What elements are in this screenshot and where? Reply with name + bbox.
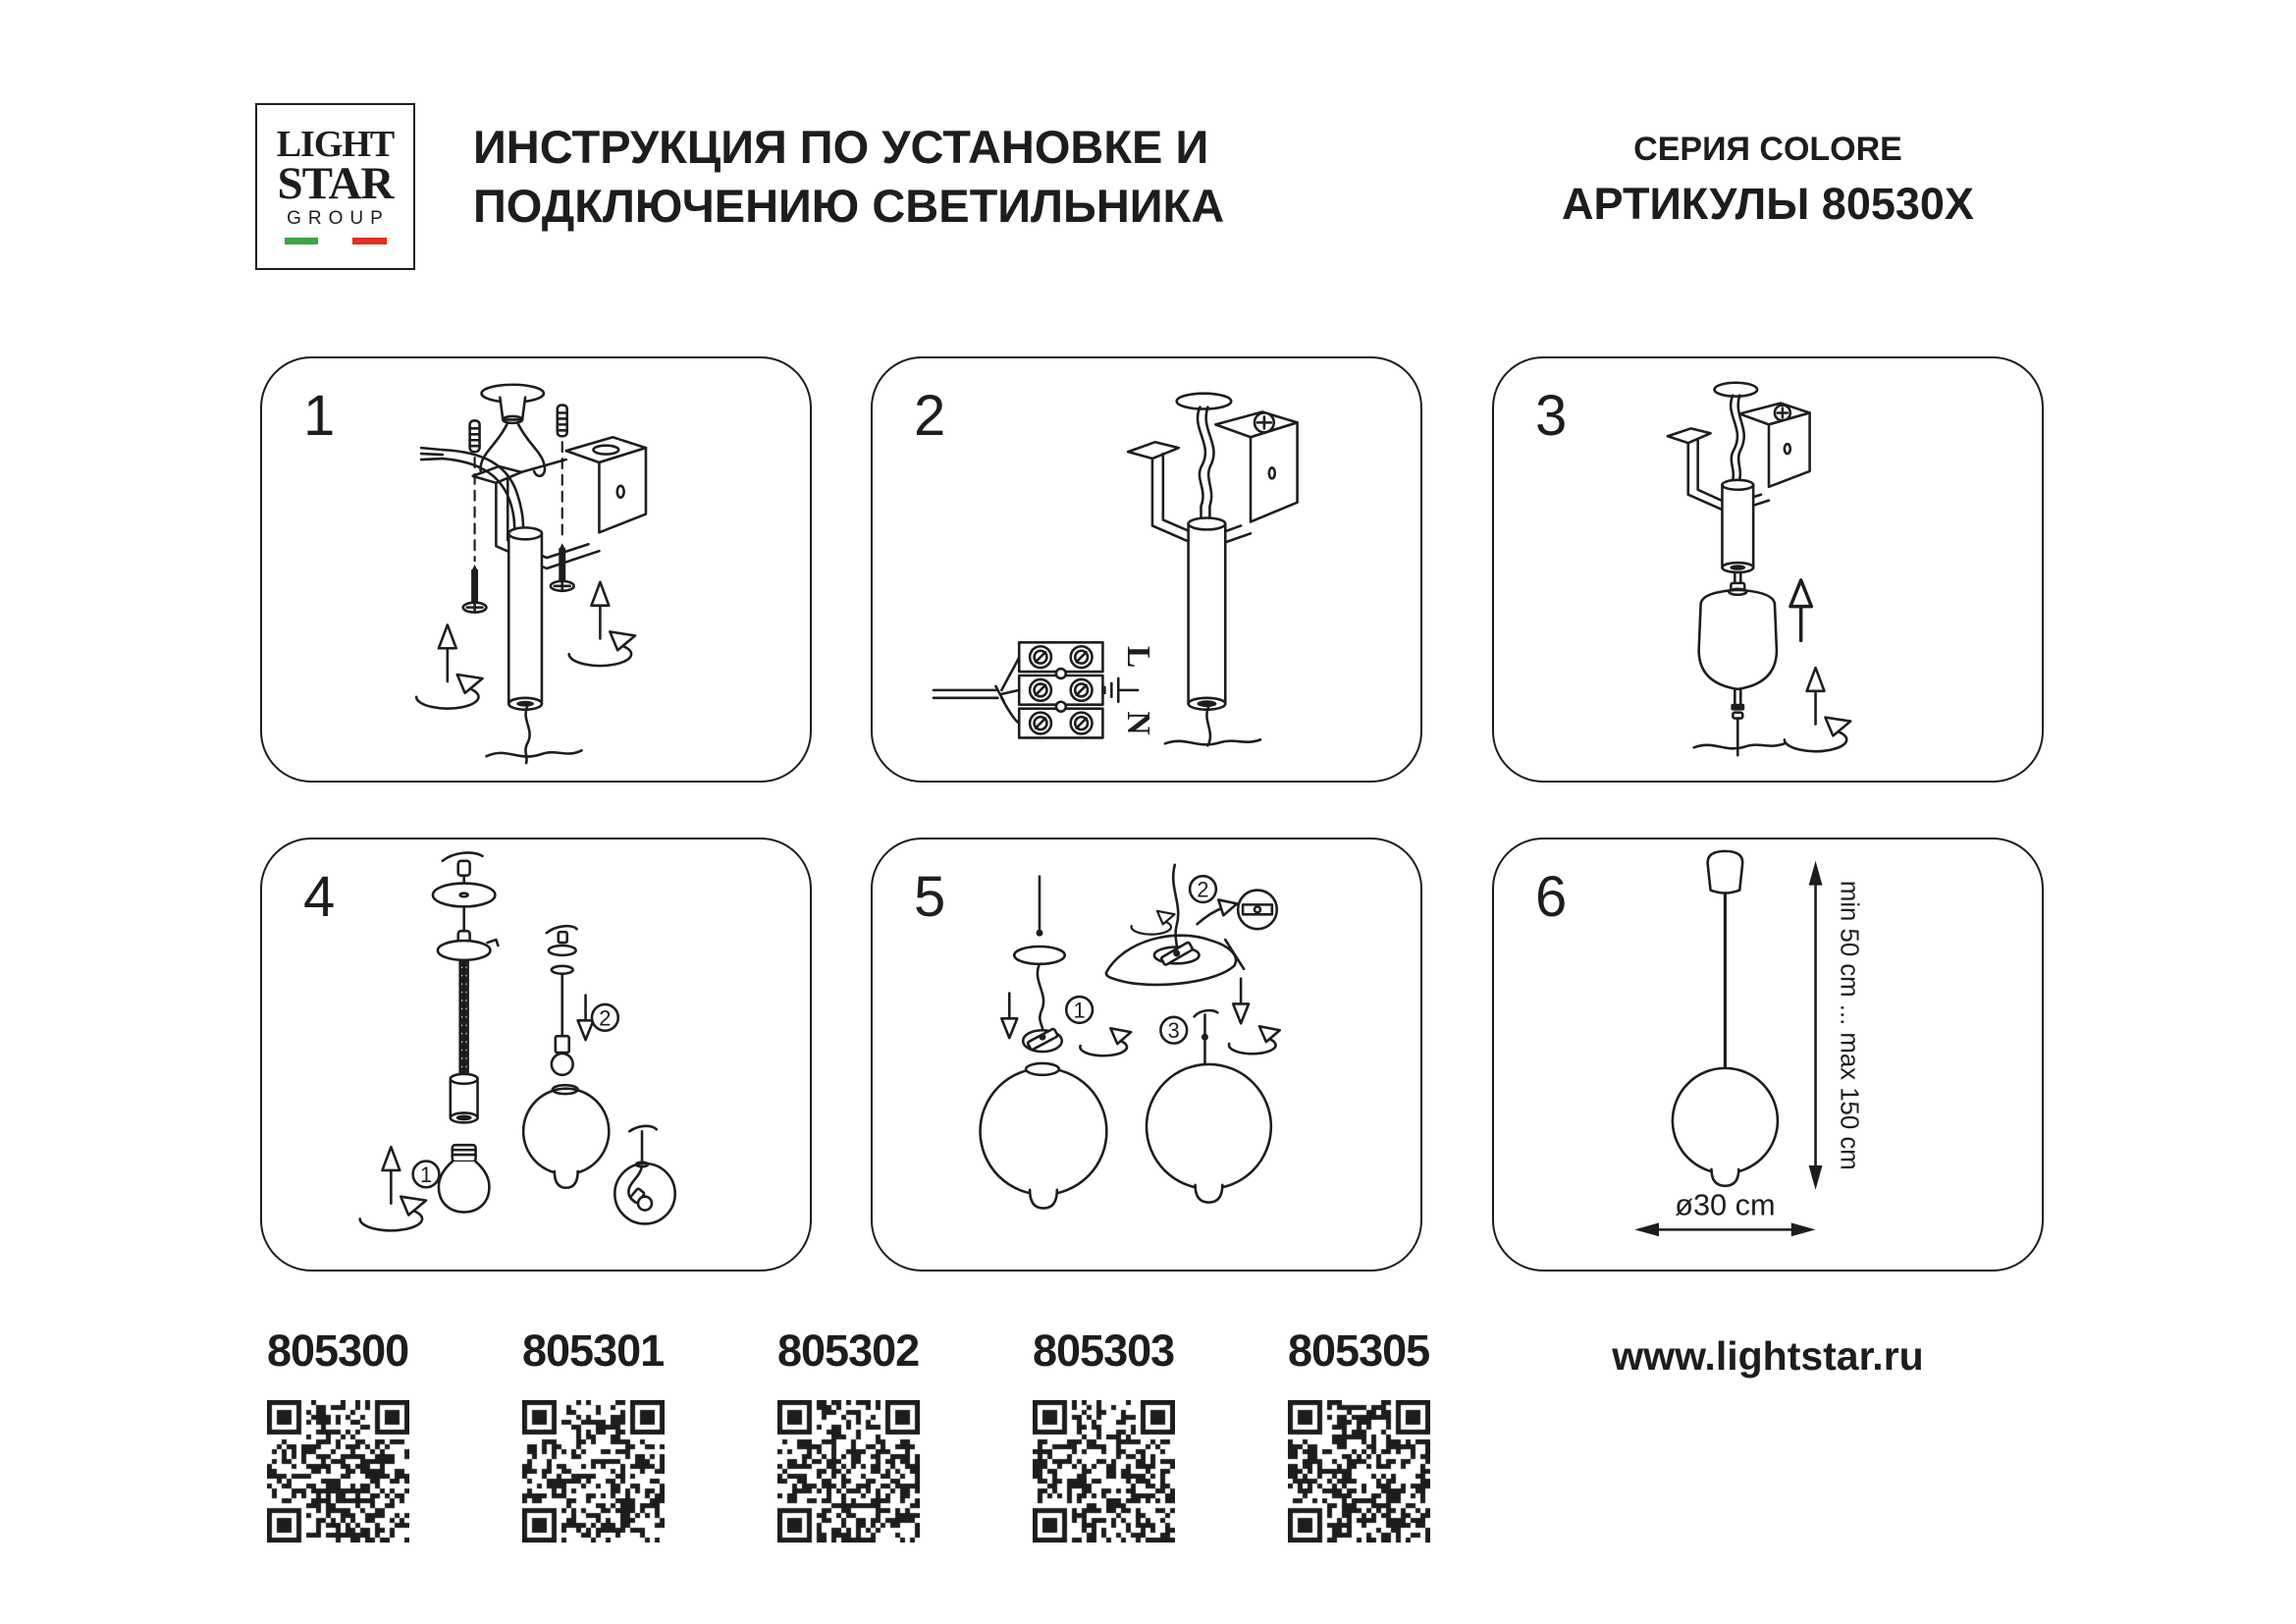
step-4-diagram-bulb-and-shade <box>262 839 810 1270</box>
article-number: 805301 <box>522 1326 665 1376</box>
step-number: 6 <box>1535 865 1568 929</box>
instruction-step-panel-6 <box>1492 838 2044 1272</box>
step-1-diagram-bracket-mounting <box>262 358 810 781</box>
page-title-line1: ИНСТРУКЦИЯ ПО УСТАНОВКЕ И <box>473 121 1209 173</box>
instruction-step-panel-1 <box>260 356 812 783</box>
step-3-diagram-canopy <box>1494 358 2042 781</box>
series-header <box>1492 130 2044 232</box>
step-badge-2: 2 <box>599 1005 612 1031</box>
diameter-dimension-label: ø30 cm <box>1675 1187 1776 1222</box>
qr-code <box>267 1400 409 1543</box>
logo-star-text: STAR <box>277 158 394 209</box>
logo-light-text: LIGHT <box>276 124 395 165</box>
instruction-step-panel-5 <box>871 838 1422 1272</box>
qr-code <box>522 1400 665 1543</box>
terminal-label-line: L <box>1120 645 1157 669</box>
article-number: 805300 <box>267 1326 409 1376</box>
articles-code: АРТИКУЛЫ 80530X <box>1562 179 1974 229</box>
step-number: 5 <box>914 865 946 929</box>
qr-code <box>1033 1400 1175 1543</box>
lightstar-logo <box>255 103 415 270</box>
article-column <box>777 1327 934 1543</box>
step-number: 2 <box>914 384 946 448</box>
italian-flag-icon <box>285 238 387 244</box>
step-2-diagram-wiring <box>873 358 1420 781</box>
article-column <box>1288 1327 1445 1543</box>
logo-group-text: GROUP <box>287 208 390 229</box>
article-number: 805302 <box>777 1326 920 1376</box>
page-title <box>473 118 1224 236</box>
step-number: 1 <box>303 384 336 448</box>
instruction-step-panel-3 <box>1492 356 2044 783</box>
article-column <box>522 1327 679 1543</box>
instruction-step-panel-2 <box>871 356 1422 783</box>
step-badge-1: 1 <box>1073 998 1086 1023</box>
terminal-label-neutral: N <box>1120 711 1157 735</box>
instruction-step-panel-4 <box>260 838 812 1272</box>
page-title-line2: ПОДКЛЮЧЕНИЮ СВЕТИЛЬНИКА <box>473 180 1225 232</box>
qr-code <box>1288 1400 1430 1543</box>
article-column <box>1033 1327 1190 1543</box>
qr-code <box>777 1400 920 1543</box>
earth-ground-icon <box>1104 678 1138 702</box>
article-number: 805303 <box>1033 1326 1175 1376</box>
step-badge-3: 3 <box>1167 1018 1180 1044</box>
height-dimension-label: min 50 cm ... max 150 cm <box>1835 880 1863 1170</box>
step-5-diagram-shade-fixing <box>873 839 1420 1270</box>
step-number: 4 <box>303 865 336 929</box>
website-url: www.lightstar.ru <box>1612 1333 1924 1379</box>
step-number: 3 <box>1535 384 1568 448</box>
article-column <box>267 1327 424 1543</box>
step-badge-1: 1 <box>419 1162 433 1187</box>
series-name: СЕРИЯ COLORE <box>1633 131 1902 168</box>
step-6-diagram-dimensions <box>1494 839 2042 1270</box>
step-badge-2: 2 <box>1197 877 1209 902</box>
article-number: 805305 <box>1288 1326 1430 1376</box>
